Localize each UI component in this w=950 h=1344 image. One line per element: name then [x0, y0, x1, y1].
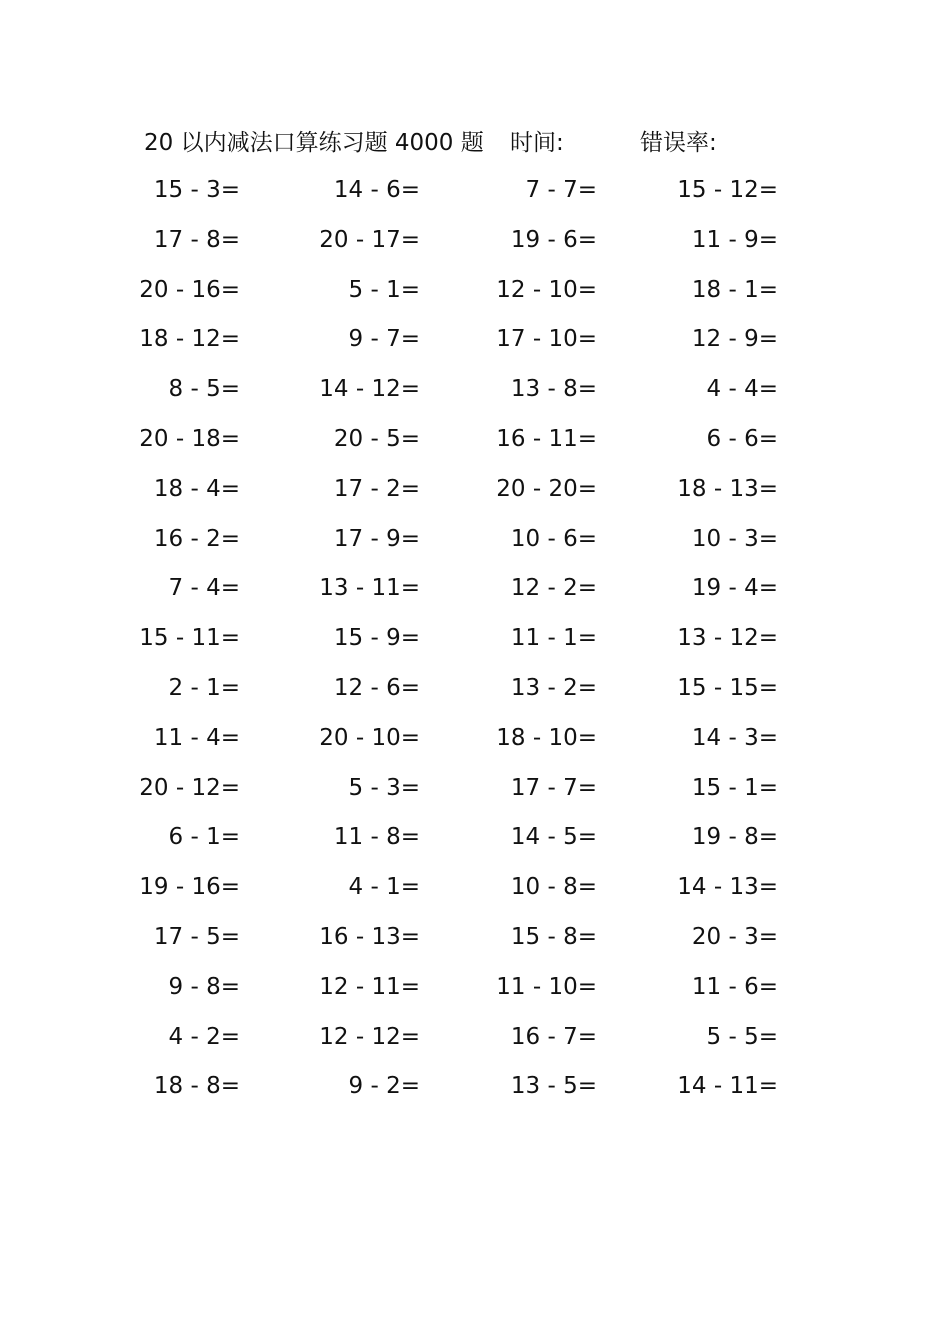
problem-row: [0, 963, 950, 1013]
problem-item: 13 - 5=: [510, 1073, 597, 1100]
problem-item: 13 - 2=: [510, 674, 597, 701]
problem-item: 7 - 7=: [525, 177, 597, 203]
problem-item: 16 - 11=: [496, 425, 597, 452]
problem-item: 11 - 9=: [691, 226, 778, 253]
problem-item: 19 - 4=: [691, 575, 778, 602]
problem-item: 16 - 2=: [153, 525, 240, 552]
problem-item: 14 - 6=: [333, 177, 420, 203]
problem-item: 15 - 1=: [691, 774, 778, 801]
problem-row: [0, 266, 950, 316]
problem-item: 9 - 2=: [348, 1073, 420, 1100]
problem-item: 9 - 8=: [168, 973, 240, 1000]
problem-row: [0, 564, 950, 614]
problem-grid: [0, 166, 950, 1112]
problem-item: 15 - 9=: [333, 625, 420, 652]
problem-item: 19 - 6=: [510, 226, 597, 253]
problem-item: 11 - 8=: [333, 824, 420, 851]
problem-item: 17 - 5=: [153, 923, 240, 950]
problem-item: 20 - 12=: [139, 774, 240, 801]
problem-item: 19 - 16=: [139, 874, 240, 901]
problem-item: 11 - 10=: [496, 973, 597, 1000]
problem-item: 18 - 10=: [496, 724, 597, 751]
problem-item: 20 - 16=: [139, 276, 240, 303]
problem-item: 18 - 4=: [153, 475, 240, 502]
problem-item: 10 - 8=: [510, 874, 597, 901]
problem-item: 20 - 5=: [333, 425, 420, 452]
problem-row: [0, 863, 950, 913]
problem-item: 11 - 6=: [691, 973, 778, 1000]
problem-item: 12 - 2=: [510, 575, 597, 602]
problem-item: 17 - 7=: [510, 774, 597, 801]
problem-item: 20 - 20=: [496, 475, 597, 502]
problem-item: 14 - 11=: [677, 1073, 778, 1100]
problem-item: 15 - 8=: [510, 923, 597, 950]
problem-item: 18 - 13=: [677, 475, 778, 502]
problem-item: 4 - 1=: [348, 874, 420, 901]
problem-item: 15 - 12=: [677, 177, 778, 203]
problem-row: [0, 166, 950, 216]
problem-row: [0, 465, 950, 515]
problem-item: 13 - 11=: [319, 575, 420, 602]
problem-item: 12 - 6=: [333, 674, 420, 701]
problem-row: [0, 913, 950, 963]
problem-item: 20 - 3=: [691, 923, 778, 950]
problem-item: 15 - 15=: [677, 674, 778, 701]
problem-item: 9 - 7=: [348, 326, 420, 353]
problem-item: 20 - 18=: [139, 425, 240, 452]
problem-item: 15 - 11=: [139, 625, 240, 652]
problem-row: [0, 813, 950, 863]
problem-item: 5 - 5=: [706, 1023, 778, 1050]
problem-item: 6 - 1=: [168, 824, 240, 851]
problem-item: 14 - 13=: [677, 874, 778, 901]
problem-row: [0, 415, 950, 465]
problem-item: 14 - 3=: [691, 724, 778, 751]
problem-item: 20 - 10=: [319, 724, 420, 751]
problem-row: [0, 714, 950, 764]
problem-item: 17 - 2=: [333, 475, 420, 502]
problem-item: 11 - 4=: [153, 724, 240, 751]
problem-item: 14 - 5=: [510, 824, 597, 851]
problem-item: 5 - 3=: [348, 774, 420, 801]
time-label: 时间:: [510, 130, 564, 156]
problem-item: 13 - 8=: [510, 376, 597, 403]
problem-item: 18 - 8=: [153, 1073, 240, 1100]
worksheet-title: 20 以内减法口算练习题 4000 题: [144, 130, 484, 156]
problem-item: 5 - 1=: [348, 276, 420, 303]
problem-item: 13 - 12=: [677, 625, 778, 652]
problem-row: [0, 764, 950, 814]
problem-item: 7 - 4=: [168, 575, 240, 602]
problem-row: [0, 365, 950, 415]
problem-row: [0, 1062, 950, 1112]
problem-item: 4 - 4=: [706, 376, 778, 403]
problem-item: 16 - 13=: [319, 923, 420, 950]
problem-item: 15 - 3=: [153, 177, 240, 203]
problem-item: 11 - 1=: [510, 625, 597, 652]
problem-item: 10 - 6=: [510, 525, 597, 552]
problem-item: 2 - 1=: [168, 674, 240, 701]
problem-item: 12 - 12=: [319, 1023, 420, 1050]
problem-item: 18 - 1=: [691, 276, 778, 303]
problem-row: [0, 664, 950, 714]
problem-item: 17 - 9=: [333, 525, 420, 552]
problem-item: 20 - 17=: [319, 226, 420, 253]
problem-item: 4 - 2=: [168, 1023, 240, 1050]
problem-item: 17 - 10=: [496, 326, 597, 353]
error-rate-label: 错误率:: [640, 130, 717, 156]
problem-row: [0, 515, 950, 565]
problem-item: 12 - 9=: [691, 326, 778, 353]
problem-item: 12 - 11=: [319, 973, 420, 1000]
problem-item: 6 - 6=: [706, 425, 778, 452]
problem-item: 17 - 8=: [153, 226, 240, 253]
problem-row: [0, 1013, 950, 1063]
problem-item: 19 - 8=: [691, 824, 778, 851]
problem-row: [0, 315, 950, 365]
problem-row: [0, 216, 950, 266]
problem-item: 14 - 12=: [319, 376, 420, 403]
problem-row: [0, 614, 950, 664]
problem-item: 12 - 10=: [496, 276, 597, 303]
problem-item: 18 - 12=: [139, 326, 240, 353]
problem-item: 16 - 7=: [510, 1023, 597, 1050]
problem-item: 8 - 5=: [168, 376, 240, 403]
problem-item: 10 - 3=: [691, 525, 778, 552]
worksheet-header: [0, 124, 950, 162]
